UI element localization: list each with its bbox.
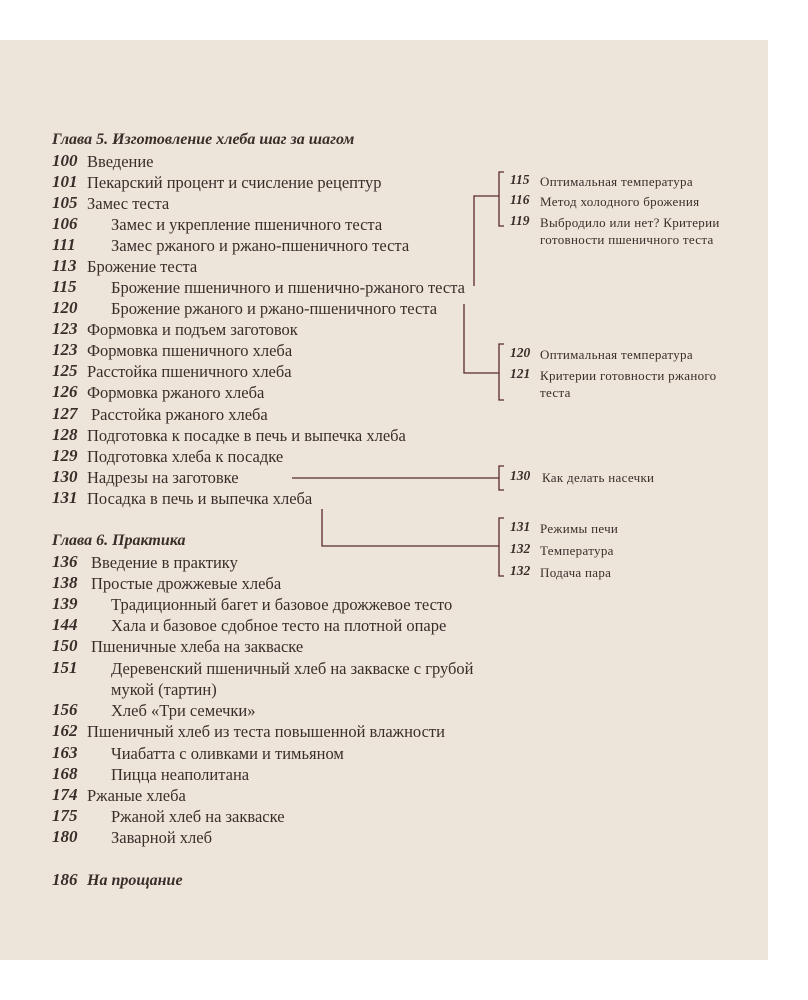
bracket-group-2 xyxy=(499,344,504,400)
page-number: 175 xyxy=(52,806,78,825)
bracket-group-3 xyxy=(499,466,504,490)
page-number: 151 xyxy=(52,658,78,677)
side-page-number: 115 xyxy=(510,172,530,187)
entry-title: Пекарский процент и счисление рецептур xyxy=(87,173,382,192)
bracket-group-1 xyxy=(499,172,504,226)
page-number: 101 xyxy=(52,172,78,191)
page-number: 130 xyxy=(52,467,78,486)
entry-title: Замес и укрепление пшеничного теста xyxy=(111,215,383,234)
connector-group-4 xyxy=(322,509,499,546)
side-entry-title-continuation: теста xyxy=(540,385,571,400)
entry-title: Замес ржаного и ржано-пшеничного теста xyxy=(111,236,410,255)
page-number: 126 xyxy=(52,382,78,401)
entry-title-continuation: мукой (тартин) xyxy=(111,680,217,699)
side-entry-title: Температура xyxy=(540,543,614,558)
entry-title: Хала и базовое сдобное тесто на плотной опаре xyxy=(111,616,447,635)
page-number: 129 xyxy=(52,446,78,465)
side-entry-title: Как делать насечки xyxy=(542,470,655,485)
entry-title: Заварной хлеб xyxy=(111,828,212,847)
entry-title: Надрезы на заготовке xyxy=(87,468,239,487)
side-entry-title-continuation: готовности пшеничного теста xyxy=(540,232,714,247)
page-number: 123 xyxy=(52,319,78,338)
side-entry-title: Подача пара xyxy=(540,565,612,580)
page-number: 144 xyxy=(52,615,78,634)
side-page-number: 131 xyxy=(510,519,531,534)
entry-title: Пшеничные хлеба на закваске xyxy=(91,637,304,656)
page-number: 168 xyxy=(52,764,78,783)
entry-title: Брожение теста xyxy=(87,257,198,276)
entry-title: Ржаные хлеба xyxy=(87,786,186,805)
connector-group-1 xyxy=(474,196,499,286)
side-page-number: 120 xyxy=(510,345,531,360)
page-number: 156 xyxy=(52,700,78,719)
entry-title: Деревенский пшеничный хлеб на закваске с грубой xyxy=(111,659,474,678)
page-number: 100 xyxy=(52,151,78,170)
side-page-number: 130 xyxy=(510,468,531,483)
page-number: 162 xyxy=(52,721,78,740)
entry-title: Брожение ржаного и ржано-пшеничного теста xyxy=(111,299,438,318)
page-number: 105 xyxy=(52,193,78,212)
page-number: 174 xyxy=(52,785,78,804)
entry-title: Расстойка пшеничного хлеба xyxy=(87,362,292,381)
entry-title: Пицца неаполитана xyxy=(111,765,250,784)
entry-title: Расстойка ржаного хлеба xyxy=(91,405,268,424)
entry-title: Традиционный багет и базовое дрожжевое тесто xyxy=(111,595,453,614)
bracket-group-4 xyxy=(499,518,504,576)
page-number: 128 xyxy=(52,425,78,444)
side-entry-title: Оптимальная температура xyxy=(540,347,693,362)
entry-title: Простые дрожжевые хлеба xyxy=(91,574,282,593)
entry-title: Чиабатта с оливками и тимьяном xyxy=(111,744,344,763)
page-number: 127 xyxy=(52,404,78,423)
side-entry-title: Оптимальная температура xyxy=(540,174,693,189)
entry-title: Ржаной хлеб на закваске xyxy=(111,807,285,826)
page-number: 120 xyxy=(52,298,78,317)
page-number: 163 xyxy=(52,743,78,762)
page-number: 111 xyxy=(52,235,76,254)
page-number: 123 xyxy=(52,340,78,359)
side-page-number: 132 xyxy=(510,563,531,578)
page-number: 131 xyxy=(52,488,78,507)
page-number: 113 xyxy=(52,256,77,275)
side-page-number: 132 xyxy=(510,541,531,556)
page-number: 138 xyxy=(52,573,78,592)
page-number: 115 xyxy=(52,277,77,296)
page-number: 125 xyxy=(52,361,78,380)
side-entry-title: Критерии готовности ржаного xyxy=(540,368,717,383)
side-page-number: 121 xyxy=(510,366,531,381)
side-page-number: 119 xyxy=(510,213,530,228)
entry-title: Пшеничный хлеб из теста повышенной влажности xyxy=(87,722,445,741)
side-entry-title: Метод холодного брожения xyxy=(540,194,700,209)
page-number: 136 xyxy=(52,552,78,571)
entry-title: Подготовка к посадке в печь и выпечка хлеба xyxy=(87,426,406,445)
side-page-number: 116 xyxy=(510,192,530,207)
chapter-6-heading: Глава 6. Практика xyxy=(52,532,186,549)
page-number: 186 xyxy=(52,870,78,889)
page-number: 150 xyxy=(52,636,78,655)
entry-title: Введение xyxy=(87,152,154,171)
page-number: 139 xyxy=(52,594,78,613)
entry-title: На прощание xyxy=(87,872,183,889)
page-number: 180 xyxy=(52,827,78,846)
entry-title: Брожение пшеничного и пшенично-ржаного теста xyxy=(111,278,465,297)
entry-title: Формовка пшеничного хлеба xyxy=(87,341,293,360)
entry-title: Формовка ржаного хлеба xyxy=(87,383,265,402)
side-entry-title: Выбродило или нет? Критерии xyxy=(540,215,720,230)
entry-title: Хлеб «Три семечки» xyxy=(111,701,256,720)
side-entry-title: Режимы печи xyxy=(540,521,619,536)
entry-title: Посадка в печь и выпечка хлеба xyxy=(87,489,313,508)
entry-title: Введение в практику xyxy=(91,553,238,572)
entry-title: Подготовка хлеба к посадке xyxy=(87,447,284,466)
page-number: 106 xyxy=(52,214,78,233)
entry-title: Формовка и подъем заготовок xyxy=(87,320,298,339)
chapter-5-heading: Глава 5. Изготовление хлеба шаг за шагом xyxy=(52,131,355,148)
connector-group-2 xyxy=(464,304,499,373)
entry-title: Замес теста xyxy=(87,194,170,213)
